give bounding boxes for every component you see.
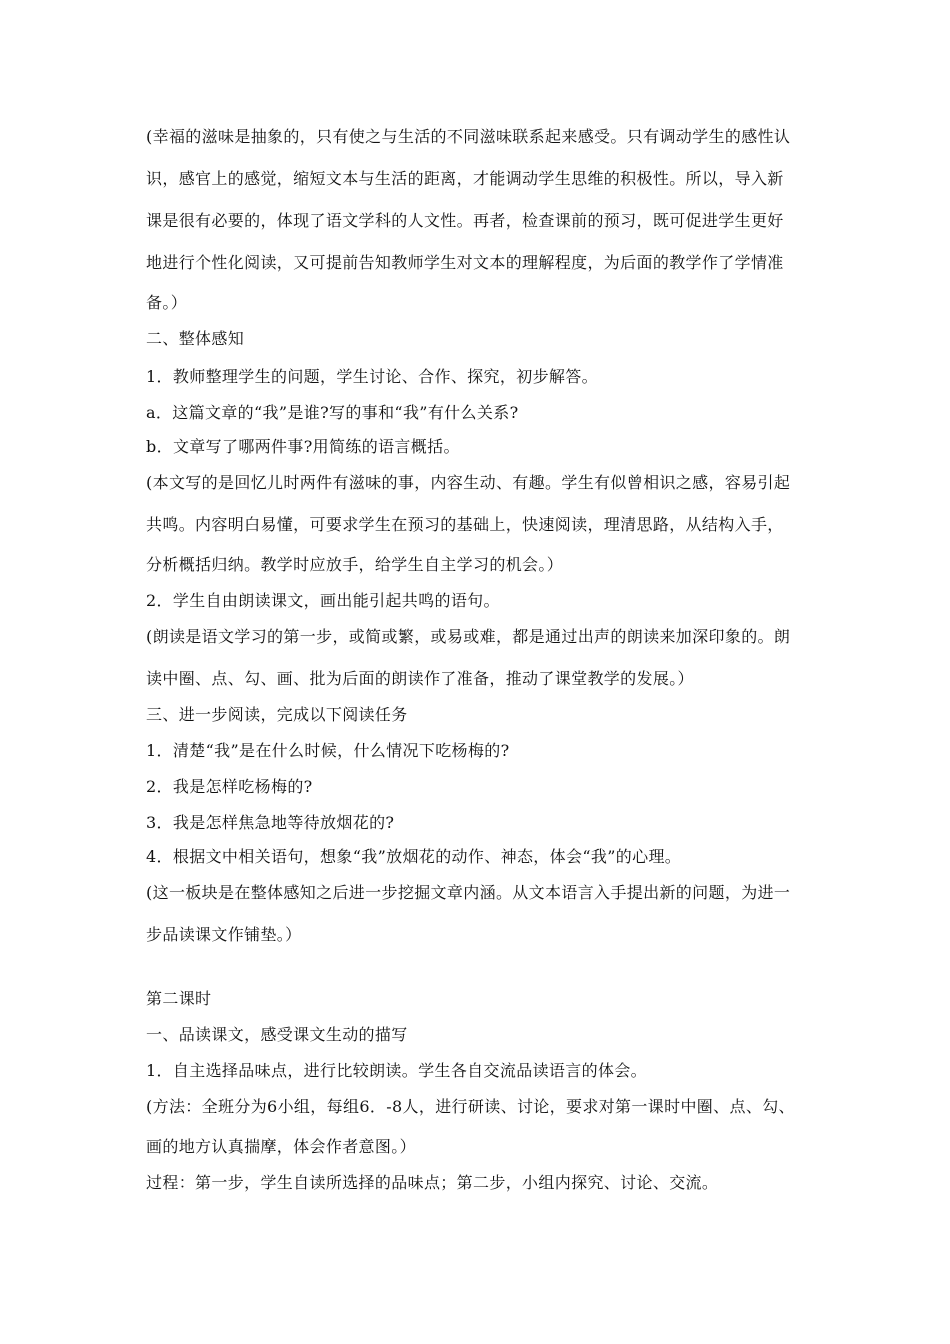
paragraph-line: (朗读是语文学习的第一步，或简或繁，或易或难，都是通过出声的朗读来加深印象的。朗 bbox=[146, 627, 791, 646]
section-heading: 二、整体感知 bbox=[146, 329, 245, 348]
paragraph-line: (幸福的滋味是抽象的，只有使之与生活的不同滋味联系起来感受。只有调动学生的感性认 bbox=[146, 127, 791, 146]
paragraph-line: (本文写的是回忆儿时两件有滋味的事，内容生动、有趣。学生有似曾相识之感，容易引起 bbox=[146, 473, 791, 492]
paragraph-line: 课是很有必要的，体现了语文学科的人文性。再者，检查课前的预习，既可促进学生更好 bbox=[146, 211, 784, 230]
list-item: a．这篇文章的“我”是谁?写的事和“我”有什么关系? bbox=[146, 403, 519, 422]
list-item: 1．教师整理学生的问题，学生讨论、合作、探究，初步解答。 bbox=[146, 367, 598, 386]
list-item: b．文章写了哪两件事?用简练的语言概括。 bbox=[146, 437, 460, 456]
paragraph-line: (方法：全班分为6小组，每组6．-8人，进行研读、讨论，要求对第一课时中圈、点、勾、 bbox=[146, 1097, 795, 1116]
paragraph-line: 步品读课文作铺垫。） bbox=[146, 925, 302, 944]
paragraph-line: 共鸣。内容明白易懂，可要求学生在预习的基础上，快速阅读，理清思路，从结构入手， bbox=[146, 515, 784, 534]
paragraph-line: 读中圈、点、勾、画、批为后面的朗读作了准备，推动了课堂教学的发展。） bbox=[146, 669, 694, 688]
list-item: 1．清楚“我”是在什么时候，什么情况下吃杨梅的? bbox=[146, 741, 510, 760]
list-item: 1．自主选择品味点，进行比较朗读。学生各自交流品读语言的体会。 bbox=[146, 1061, 648, 1080]
paragraph-line: 地进行个性化阅读，又可提前告知教师学生对文本的理解程度，为后面的教学作了学情准 bbox=[146, 253, 784, 272]
lesson-heading: 第二课时 bbox=[146, 989, 212, 1008]
list-item: 4．根据文中相关语句，想象“我”放烟花的动作、神态，体会“我”的心理。 bbox=[146, 847, 682, 866]
paragraph-line: (这一板块是在整体感知之后进一步挖掘文章内涵。从文本语言入手提出新的问题，为进一 bbox=[146, 883, 791, 902]
paragraph-line: 画的地方认真揣摩，体会作者意图。） bbox=[146, 1137, 416, 1156]
list-item: 3．我是怎样焦急地等待放烟花的? bbox=[146, 813, 395, 832]
paragraph-line: 过程：第一步，学生自读所选择的品味点；第二步，小组内探究、讨论、交流。 bbox=[146, 1173, 719, 1192]
list-item: 2．我是怎样吃杨梅的? bbox=[146, 777, 313, 796]
section-heading: 一、品读课文，感受课文生动的描写 bbox=[146, 1025, 408, 1044]
paragraph-line: 备。） bbox=[146, 293, 188, 312]
paragraph-line: 识，感官上的感觉，缩短文本与生活的距离，才能调动学生思维的积极性。所以，导入新 bbox=[146, 169, 784, 188]
section-heading: 三、进一步阅读，完成以下阅读任务 bbox=[146, 705, 408, 724]
list-item: 2．学生自由朗读课文，画出能引起共鸣的语句。 bbox=[146, 591, 500, 610]
paragraph-line: 分析概括归纳。教学时应放手，给学生自主学习的机会。） bbox=[146, 555, 564, 574]
